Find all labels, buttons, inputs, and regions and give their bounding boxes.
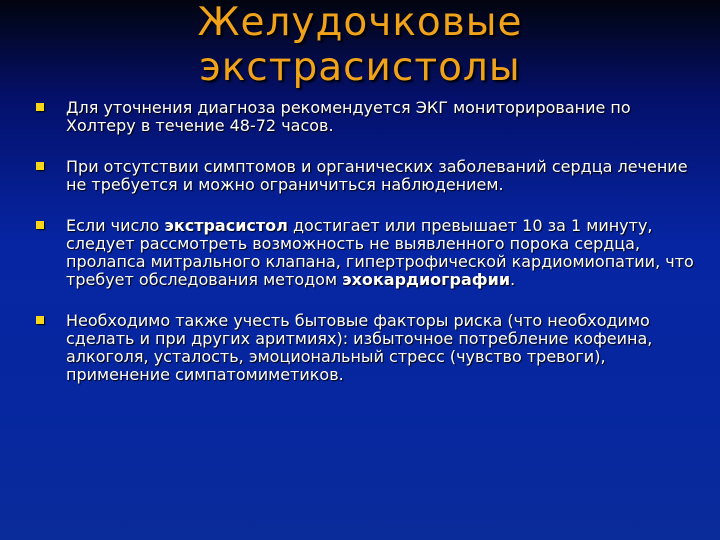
bullet-list [34,99,704,407]
bullet-text-post: . [510,270,516,289]
square-bullet-icon [36,103,44,111]
slide-title [0,0,720,90]
slide-title-line-2: экстрасистолы [199,45,521,90]
square-bullet-icon [36,162,44,170]
square-bullet-icon [36,316,44,324]
bullet-text-mid: достигает или превышает 10 за 1 минуту, следует рассмотреть возможность не выявленного порока сердца, пролапса митрального клапана, гипертрофической кардиомиопатии, что требует обследования методом [66,216,694,289]
bullet-item-frequency [34,217,704,289]
slide-title-line-1: Желудочковые [197,0,523,45]
bullet-item-holter [34,99,704,135]
square-bullet-icon [36,221,44,229]
bullet-text: Необходимо также учесть бытовые факторы риска (что необходимо сделать и при других аритмиях): избыточное потребление кофеина, алкоголя, усталость, эмоциональный стресс (чувство тревоги), применение симпатомиметиков. [66,311,653,384]
bullet-item-risk-factors [34,312,704,384]
bullet-text-pre: Если число [66,216,165,235]
bullet-text: При отсутствии симптомов и органических заболеваний сердца лечение не требуется и можно ограничиться наблюдением. [66,157,688,194]
bullet-item-no-symptoms [34,158,704,194]
bullet-bold-term: эхокардиографии [342,270,511,289]
bullet-bold-term: экстрасистол [164,216,288,235]
bullet-text: Для уточнения диагноза рекомендуется ЭКГ мониторирование по Холтеру в течение 48-72 часов. [66,98,631,135]
